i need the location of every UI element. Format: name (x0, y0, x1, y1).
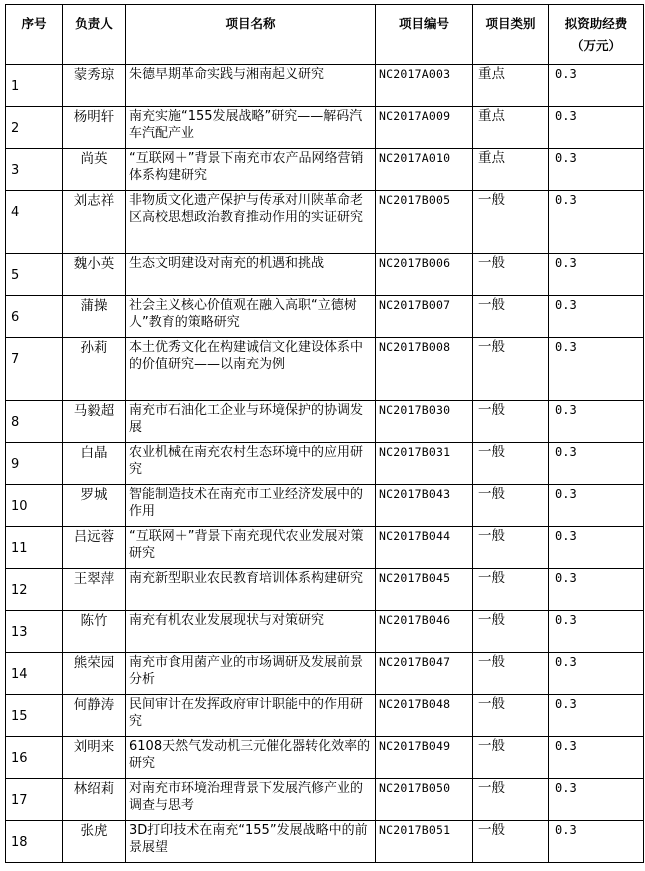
row-index: 7 (6, 338, 63, 401)
row-project-code: NC2017B045 (376, 569, 473, 611)
row-person: 蒙秀琼 (63, 65, 126, 107)
row-person: 魏小英 (63, 254, 126, 296)
row-index: 1 (6, 65, 63, 107)
row-category: 一般 (473, 191, 549, 254)
row-project-code: NC2017B050 (376, 779, 473, 821)
row-category: 一般 (473, 338, 549, 401)
row-project-code: NC2017B051 (376, 821, 473, 863)
row-category: 一般 (473, 737, 549, 779)
row-project-name: 南充有机农业发展现状与对策研究 (126, 611, 376, 653)
row-index: 8 (6, 401, 63, 443)
table-header-row (6, 5, 644, 65)
row-category: 重点 (473, 149, 549, 191)
header-index: 序号 (6, 5, 63, 65)
project-table (5, 4, 644, 863)
row-category: 重点 (473, 107, 549, 149)
row-index: 4 (6, 191, 63, 254)
table-row (6, 527, 644, 569)
row-project-code: NC2017B008 (376, 338, 473, 401)
row-funding: 0.3 (549, 107, 644, 149)
row-person: 吕远蓉 (63, 527, 126, 569)
row-person: 王翠萍 (63, 569, 126, 611)
row-category: 一般 (473, 296, 549, 338)
header-funding-unit: （万元） (570, 38, 621, 53)
row-funding: 0.3 (549, 338, 644, 401)
row-category: 一般 (473, 443, 549, 485)
row-person: 林绍莉 (63, 779, 126, 821)
table-row (6, 107, 644, 149)
row-index: 17 (6, 779, 63, 821)
row-project-name: 智能制造技术在南充市工业经济发展中的作用 (126, 485, 376, 527)
table-row (6, 779, 644, 821)
row-funding: 0.3 (549, 527, 644, 569)
row-project-code: NC2017B030 (376, 401, 473, 443)
row-funding: 0.3 (549, 401, 644, 443)
row-person: 刘明来 (63, 737, 126, 779)
row-category: 一般 (473, 485, 549, 527)
row-person: 熊荣园 (63, 653, 126, 695)
row-project-name: “互联网＋”背景下南充市农产品网络营销体系构建研究 (126, 149, 376, 191)
table-row (6, 569, 644, 611)
table-row (6, 401, 644, 443)
row-project-name: 生态文明建设对南充的机遇和挑战 (126, 254, 376, 296)
row-project-name: 南充新型职业农民教育培训体系构建研究 (126, 569, 376, 611)
row-category: 一般 (473, 254, 549, 296)
row-person: 张虎 (63, 821, 126, 863)
row-person: 白晶 (63, 443, 126, 485)
row-project-code: NC2017B046 (376, 611, 473, 653)
table-row (6, 338, 644, 401)
row-category: 重点 (473, 65, 549, 107)
row-project-name: 南充市食用菌产业的市场调研及发展前景分析 (126, 653, 376, 695)
row-person: 陈竹 (63, 611, 126, 653)
row-index: 13 (6, 611, 63, 653)
document-page (5, 4, 644, 863)
table-row (6, 296, 644, 338)
row-project-code: NC2017B006 (376, 254, 473, 296)
row-project-name: “互联网＋”背景下南充现代农业发展对策研究 (126, 527, 376, 569)
row-funding: 0.3 (549, 611, 644, 653)
header-funding-label: 拟资助经费 (564, 16, 628, 31)
row-funding: 0.3 (549, 737, 644, 779)
row-project-name: 3D打印技术在南充“155”发展战略中的前景展望 (126, 821, 376, 863)
row-person: 孙莉 (63, 338, 126, 401)
row-project-name: 本土优秀文化在构建诚信文化建设体系中的价值研究——以南充为例 (126, 338, 376, 401)
row-person: 尚英 (63, 149, 126, 191)
row-person: 刘志祥 (63, 191, 126, 254)
row-project-name: 非物质文化遗产保护与传承对川陕革命老区高校思想政治教育推动作用的实证研究 (126, 191, 376, 254)
row-category: 一般 (473, 779, 549, 821)
row-category: 一般 (473, 611, 549, 653)
row-funding: 0.3 (549, 821, 644, 863)
row-index: 6 (6, 296, 63, 338)
row-project-code: NC2017A010 (376, 149, 473, 191)
row-project-code: NC2017B044 (376, 527, 473, 569)
header-person: 负责人 (63, 5, 126, 65)
row-index: 18 (6, 821, 63, 863)
row-project-name: 南充实施“155发展战略”研究——解码汽车汽配产业 (126, 107, 376, 149)
row-category: 一般 (473, 401, 549, 443)
row-index: 9 (6, 443, 63, 485)
row-project-name: 农业机械在南充农村生态环境中的应用研究 (126, 443, 376, 485)
row-index: 3 (6, 149, 63, 191)
row-project-name: 朱德早期革命实践与湘南起义研究 (126, 65, 376, 107)
row-category: 一般 (473, 569, 549, 611)
table-row (6, 611, 644, 653)
table-row (6, 65, 644, 107)
row-person: 何静涛 (63, 695, 126, 737)
row-project-code: NC2017A009 (376, 107, 473, 149)
row-index: 5 (6, 254, 63, 296)
row-index: 10 (6, 485, 63, 527)
row-funding: 0.3 (549, 485, 644, 527)
row-person: 罗城 (63, 485, 126, 527)
row-project-code: NC2017A003 (376, 65, 473, 107)
row-funding: 0.3 (549, 65, 644, 107)
row-project-name: 对南充市环境治理背景下发展汽修产业的调查与思考 (126, 779, 376, 821)
table-body (6, 65, 644, 863)
row-funding: 0.3 (549, 149, 644, 191)
table-row (6, 254, 644, 296)
row-index: 11 (6, 527, 63, 569)
row-project-code: NC2017B007 (376, 296, 473, 338)
row-project-code: NC2017B047 (376, 653, 473, 695)
header-project-name: 项目名称 (126, 5, 376, 65)
table-row (6, 485, 644, 527)
table-row (6, 737, 644, 779)
row-person: 马毅超 (63, 401, 126, 443)
row-person: 蒲操 (63, 296, 126, 338)
row-index: 14 (6, 653, 63, 695)
row-funding: 0.3 (549, 653, 644, 695)
row-funding: 0.3 (549, 695, 644, 737)
row-index: 12 (6, 569, 63, 611)
row-project-name: 南充市石油化工企业与环境保护的协调发展 (126, 401, 376, 443)
row-index: 16 (6, 737, 63, 779)
row-funding: 0.3 (549, 296, 644, 338)
row-funding: 0.3 (549, 191, 644, 254)
row-project-name: 民间审计在发挥政府审计职能中的作用研究 (126, 695, 376, 737)
row-project-name: 6108天然气发动机三元催化器转化效率的研究 (126, 737, 376, 779)
row-project-code: NC2017B031 (376, 443, 473, 485)
row-funding: 0.3 (549, 443, 644, 485)
row-index: 2 (6, 107, 63, 149)
row-funding: 0.3 (549, 254, 644, 296)
header-category: 项目类别 (473, 5, 549, 65)
table-row (6, 191, 644, 254)
row-category: 一般 (473, 695, 549, 737)
table-row (6, 443, 644, 485)
row-category: 一般 (473, 821, 549, 863)
row-project-name: 社会主义核心价值观在融入高职“立德树人”教育的策略研究 (126, 296, 376, 338)
table-row (6, 653, 644, 695)
row-person: 杨明轩 (63, 107, 126, 149)
header-project-code: 项目编号 (376, 5, 473, 65)
row-funding: 0.3 (549, 779, 644, 821)
row-funding: 0.3 (549, 569, 644, 611)
row-project-code: NC2017B043 (376, 485, 473, 527)
row-category: 一般 (473, 653, 549, 695)
table-row (6, 149, 644, 191)
row-project-code: NC2017B048 (376, 695, 473, 737)
row-project-code: NC2017B049 (376, 737, 473, 779)
row-category: 一般 (473, 527, 549, 569)
table-row (6, 695, 644, 737)
row-index: 15 (6, 695, 63, 737)
header-funding (549, 5, 644, 65)
table-row (6, 821, 644, 863)
row-project-code: NC2017B005 (376, 191, 473, 254)
